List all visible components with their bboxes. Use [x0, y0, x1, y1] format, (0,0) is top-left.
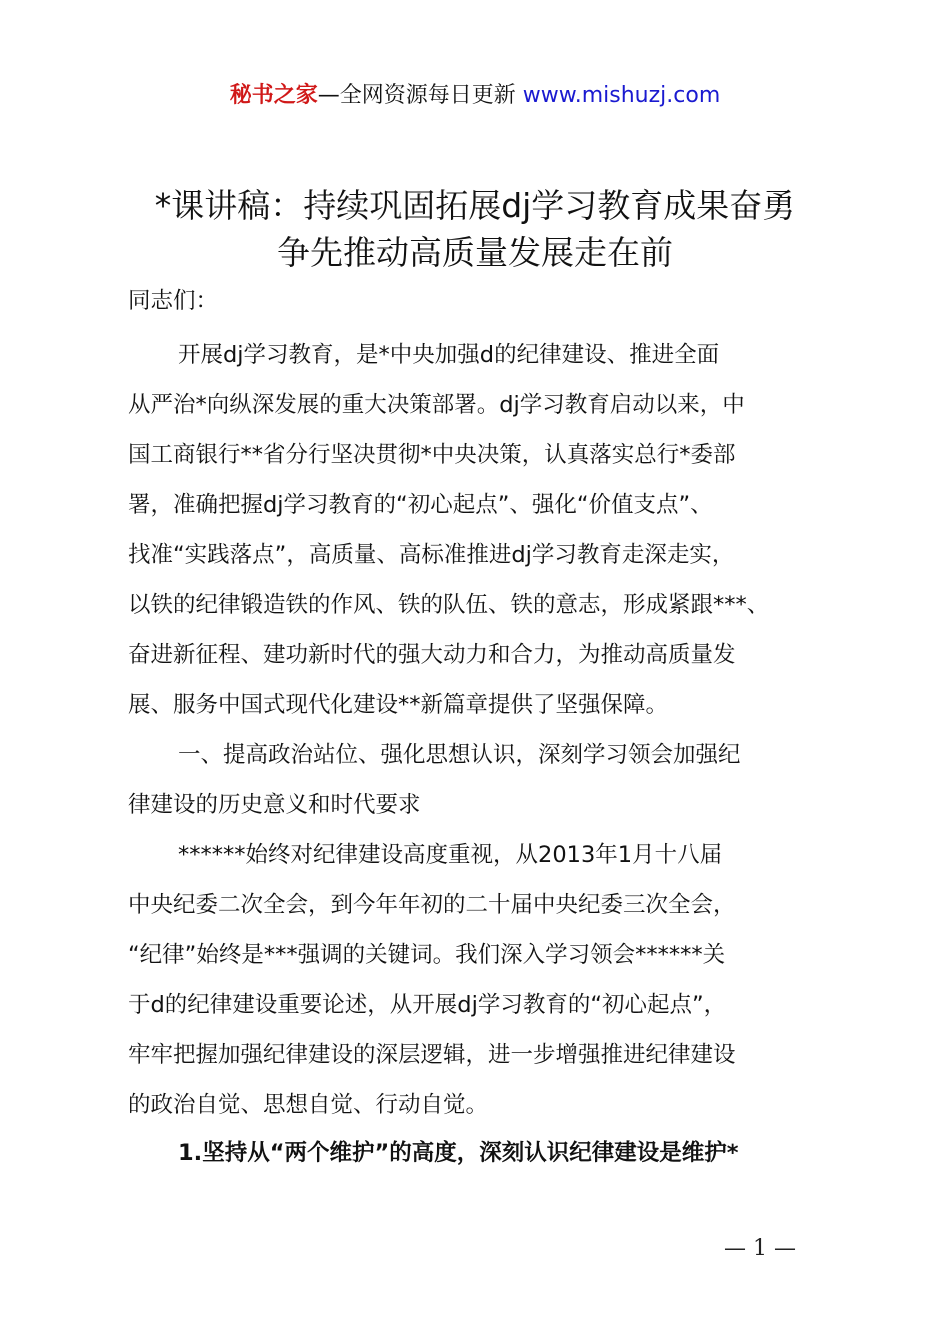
heading-line: 律建设的历史意义和时代要求 — [128, 792, 421, 818]
paragraph-line: 的政治自觉、思想自觉、行动自觉。 — [128, 1092, 489, 1118]
greeting-line: 同志们： — [128, 288, 219, 314]
paragraph-line: “纪律”始终是***强调的关键词。我们深入学习领会******关 — [128, 942, 726, 968]
paragraph-line: 以铁的纪律锻造铁的作风、铁的队伍、铁的意志，形成紧跟***、 — [128, 592, 770, 618]
title-line: *课讲稿：持续巩固拓展dj学习教育成果奋勇 — [154, 186, 796, 225]
document-title — [95, 182, 855, 276]
paragraph-intro — [128, 330, 828, 730]
paragraph-line: 国工商银行**省分行坚决贯彻*中央决策，认真落实总行*委部 — [128, 442, 736, 468]
paragraph-line: 找准“实践落点”，高质量、高标准推进dj学习教育走深走实， — [128, 542, 735, 568]
paragraph-line: 牢牢把握加强纪律建设的深层逻辑，进一步增强推进纪律建设 — [128, 1042, 736, 1068]
section-heading-1 — [128, 730, 828, 830]
sub-heading-1 — [128, 1128, 828, 1178]
subheading-line: 1.坚持从“两个维护”的高度，深刻认识纪律建设是维护* — [178, 1140, 739, 1166]
paragraph-line: 奋进新征程、建功新时代的强大动力和合力，为推动高质量发 — [128, 642, 736, 668]
site-header — [0, 80, 950, 112]
paragraph-discipline — [128, 830, 828, 1130]
page-number: — 1 — — [724, 1236, 796, 1261]
paragraph-line: 署，准确把握dj学习教育的“初心起点”、强化“价值支点”、 — [128, 492, 713, 518]
site-brand: 秘书之家 — [229, 83, 318, 108]
heading-line: 一、提高政治站位、强化思想认识，深刻学习领会加强纪 — [178, 742, 741, 768]
paragraph-line: 展、服务中国式现代化建设**新篇章提供了坚强保障。 — [128, 692, 669, 718]
paragraph-line: 从严治*向纵深发展的重大决策部署。dj学习教育启动以来，中 — [128, 392, 745, 418]
paragraph-line: 中央纪委二次全会，到今年年初的二十届中央纪委三次全会， — [128, 892, 736, 918]
paragraph-line: ******始终对纪律建设高度重视，从2013年1月十八届 — [178, 842, 723, 868]
site-tagline: —全网资源每日更新 — [317, 83, 516, 108]
site-url-link[interactable]: www.mishuzj.com — [522, 83, 721, 108]
paragraph-line: 于d的纪律建设重要论述，从开展dj学习教育的“初心起点”， — [128, 992, 727, 1018]
greeting — [128, 276, 828, 326]
title-line: 争先推动高质量发展走在前 — [277, 233, 673, 272]
paragraph-line: 开展dj学习教育，是*中央加强d的纪律建设、推进全面 — [178, 342, 720, 368]
